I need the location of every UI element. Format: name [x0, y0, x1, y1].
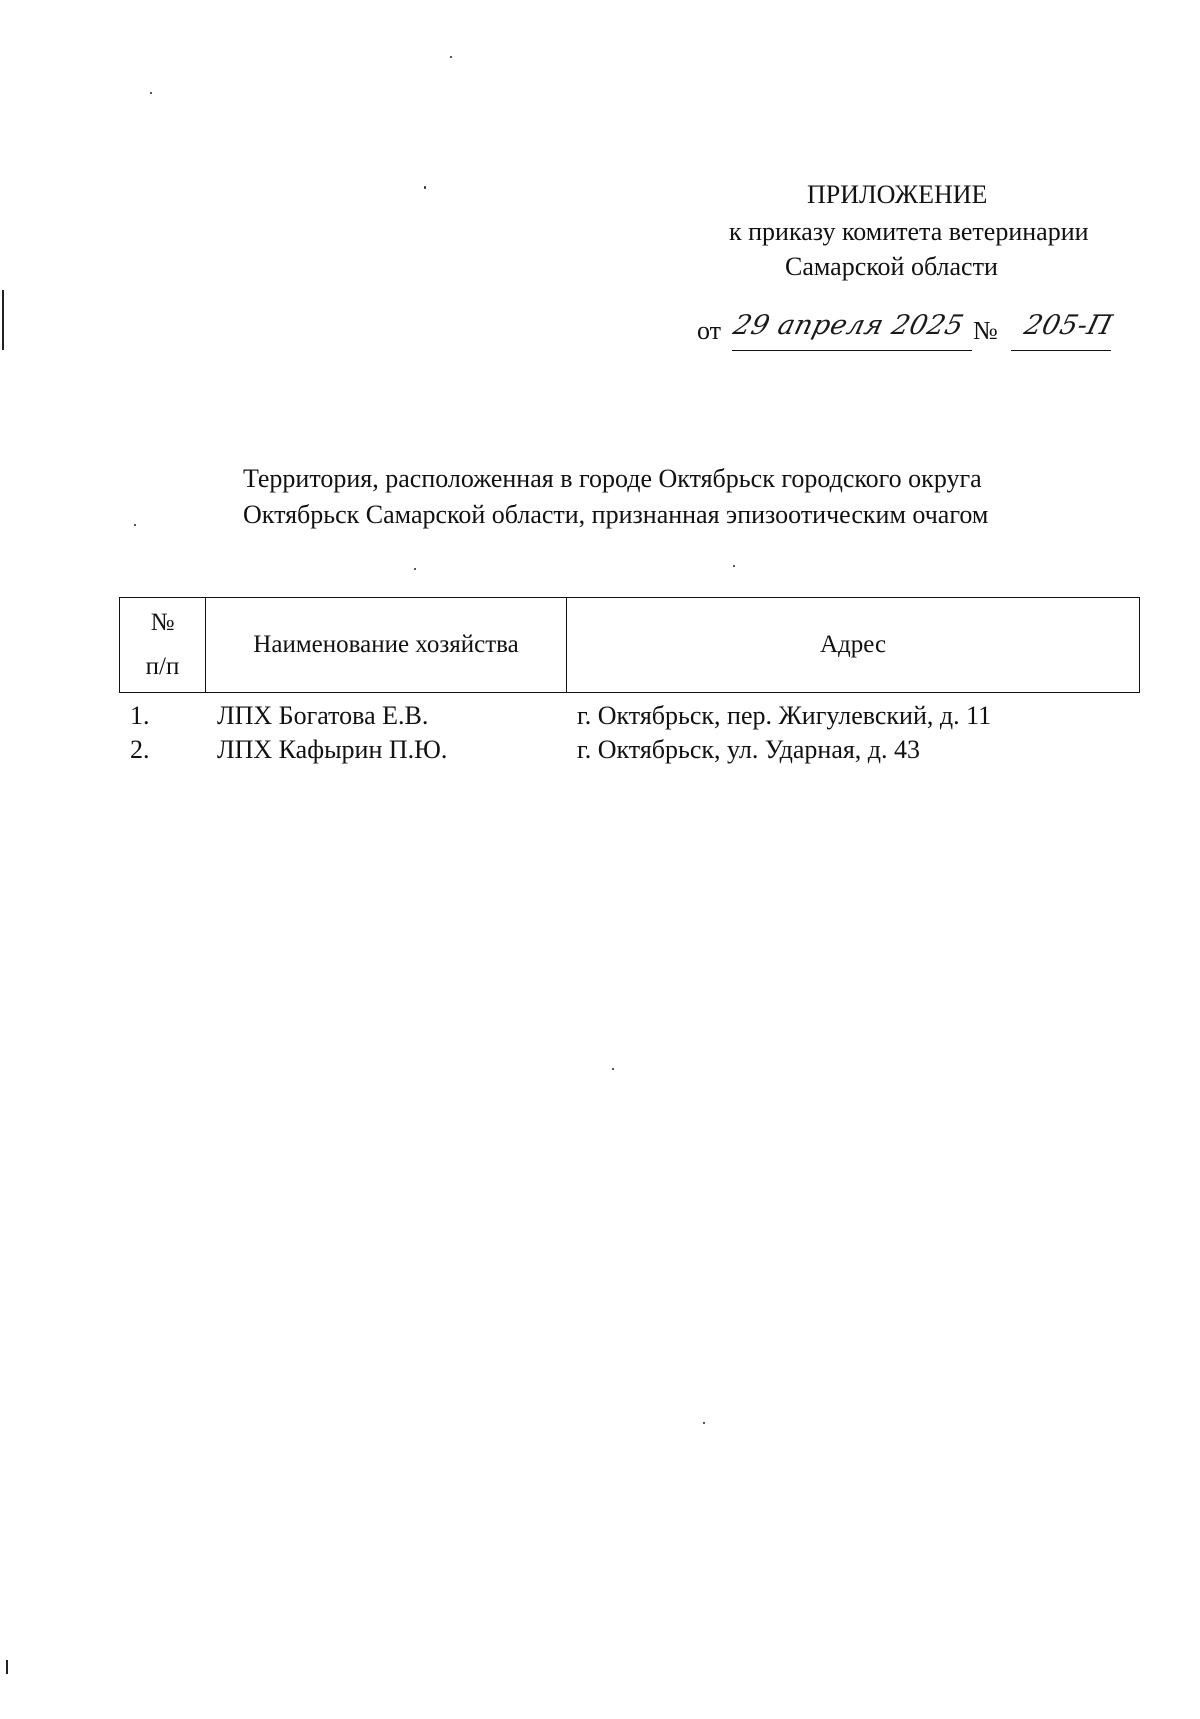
- document-heading-line-2: Октябрьск Самарской области, признанная эпизоотическим очагом: [243, 500, 989, 529]
- column-header-number-bottom: п/п: [145, 653, 180, 680]
- row-farm-name: ЛПХ Кафырин П.Ю.: [217, 735, 448, 764]
- appendix-subtitle-line-2: Самарской области: [785, 252, 998, 281]
- column-header-farm-name: Наименование хозяйства: [206, 598, 567, 692]
- row-address: г. Октябрьск, пер. Жигулевский, д. 11: [577, 701, 992, 730]
- scan-speck: [134, 524, 136, 526]
- scan-speck: [150, 92, 152, 94]
- column-header-address: Адрес: [819, 631, 887, 658]
- document-heading-line-1: Территория, расположенная в городе Октябрьск городского округа: [243, 464, 982, 493]
- order-from-label: от: [697, 316, 722, 345]
- order-number-sign: №: [973, 316, 998, 345]
- column-header-number-top: №: [150, 609, 175, 636]
- order-number-field: [1011, 310, 1116, 351]
- order-date-field: [732, 312, 972, 351]
- scan-speck: [612, 1068, 614, 1070]
- scan-speck: [6, 1660, 8, 1674]
- row-number: 1.: [130, 701, 150, 730]
- table-header: [119, 597, 1140, 693]
- row-number: 2.: [130, 735, 150, 764]
- scan-speck: [733, 565, 735, 567]
- row-farm-name: ЛПХ Богатова Е.В.: [217, 701, 429, 730]
- appendix-subtitle-line-1: к приказу комитета ветеринарии: [729, 217, 1089, 246]
- scan-speck: [703, 1422, 705, 1424]
- scan-speck: [414, 568, 416, 570]
- row-address: г. Октябрьск, ул. Ударная, д. 43: [577, 735, 921, 764]
- scan-speck: [424, 186, 426, 189]
- scan-speck: [2, 290, 4, 350]
- order-number-handwritten: 205-П: [1021, 310, 1116, 341]
- appendix-title: ПРИЛОЖЕНИЕ: [807, 180, 988, 209]
- column-header-number: [120, 598, 206, 692]
- order-date-handwritten: 29 апреля 2025: [730, 310, 967, 341]
- scan-speck: [450, 56, 452, 58]
- table-row: [0, 734, 1200, 768]
- table-row: [0, 700, 1200, 734]
